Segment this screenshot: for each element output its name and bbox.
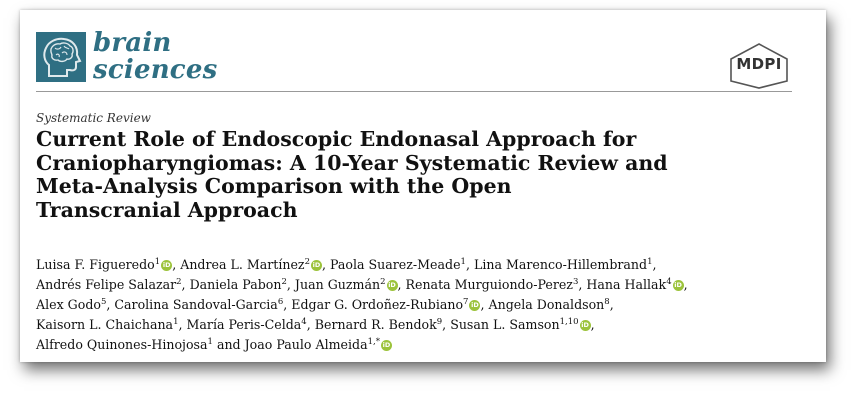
author-affiliation: 1,* <box>367 337 380 347</box>
author-name: Alex Godo <box>36 297 101 312</box>
author-affiliation: 1 <box>154 257 161 267</box>
author-affiliation: 7 <box>463 297 469 307</box>
author-name: María Peris-Celda <box>186 317 302 332</box>
separator: , <box>106 297 115 312</box>
author-name: Bernard R. Bendok <box>314 317 437 332</box>
author-affiliation: 2 <box>176 277 182 287</box>
author-name: Edgar G. Ordoñez-Rubiano <box>291 297 464 312</box>
author-name: Andrés Felipe Salazar <box>36 277 177 292</box>
author-name: Daniela Pabon <box>189 277 282 292</box>
author-name: Renata Murguiondo-Perez <box>405 277 573 292</box>
separator: , <box>465 257 474 272</box>
author-line <box>36 315 796 335</box>
author-name: Alfredo Quinones-Hinojosa <box>36 337 208 352</box>
author-affiliation: 1 <box>647 257 653 267</box>
orcid-icon[interactable]: iD <box>312 261 321 269</box>
author-name: Angela Donaldson <box>488 297 605 312</box>
journal-header <box>20 10 826 90</box>
brain-logo-icon <box>36 32 86 82</box>
separator: , <box>397 277 406 292</box>
separator: , <box>578 277 587 292</box>
mdpi-logo <box>728 42 790 90</box>
separator: , <box>181 277 190 292</box>
orcid-icon[interactable]: iD <box>162 261 171 269</box>
author-affiliation: 5 <box>100 297 107 307</box>
article-title <box>36 128 776 222</box>
author-name: Paola Suarez-Meade <box>330 257 461 272</box>
author-name: Susan L. Samson <box>450 317 560 332</box>
separator: , <box>480 297 489 312</box>
author-affiliation: 8 <box>604 297 610 307</box>
author-affiliation: 1,10 <box>559 317 579 327</box>
separator: , <box>590 317 595 332</box>
separator: and <box>212 337 245 352</box>
author-affiliation: 3 <box>572 277 579 287</box>
author-name: Carolina Sandoval-Garcia <box>114 297 278 312</box>
separator: , <box>286 277 295 292</box>
separator: , <box>306 317 315 332</box>
article-header-card <box>20 10 826 362</box>
author-affiliation: 4 <box>666 277 672 287</box>
author-affiliation: 1 <box>173 317 179 327</box>
separator: , <box>321 257 330 272</box>
author-affiliation: 9 <box>436 317 443 327</box>
author-affiliation: 2 <box>281 277 287 287</box>
separator: , <box>609 297 614 312</box>
author-affiliation: 1 <box>460 257 466 267</box>
author-affiliation: 4 <box>301 317 307 327</box>
author-line <box>36 295 796 315</box>
orcid-icon[interactable]: iD <box>388 281 396 289</box>
separator: , <box>172 257 181 272</box>
orcid-icon[interactable]: iD <box>382 341 391 349</box>
header-divider <box>36 91 792 92</box>
author-affiliation: 1 <box>207 337 213 347</box>
separator: , <box>178 317 187 332</box>
title-line: Current Role of Endoscopic Endonasal Approach for <box>36 127 637 151</box>
author-line <box>36 255 796 275</box>
title-line: Meta-Analysis Comparison with the Open <box>36 174 512 198</box>
author-affiliation: 2 <box>304 257 310 267</box>
author-name: Juan Guzmán <box>294 277 381 292</box>
author-name: Joao Paulo Almeida <box>244 337 368 352</box>
author-line <box>36 275 796 295</box>
article-type: Systematic Review <box>36 111 151 125</box>
author-name: Andrea L. Martínez <box>180 257 305 272</box>
separator: , <box>683 277 688 292</box>
separator: , <box>652 257 657 272</box>
separator: , <box>283 297 292 312</box>
mdpi-wordmark: MDPI <box>736 55 782 73</box>
author-name: Kaisorn L. Chaichana <box>36 317 174 332</box>
author-name: Lina Marenco-Hillembrand <box>473 257 648 272</box>
author-name: Luisa F. Figueredo <box>36 257 155 272</box>
journal-name <box>93 30 217 84</box>
author-line <box>36 335 796 355</box>
orcid-icon[interactable]: iD <box>674 281 682 289</box>
orcid-icon[interactable]: iD <box>581 321 589 329</box>
title-line: Transcranial Approach <box>36 197 298 222</box>
separator: , <box>442 317 451 332</box>
journal-name-line-2: sciences <box>93 55 218 85</box>
journal-name-line-1: brain <box>93 28 172 58</box>
orcid-icon[interactable]: iD <box>471 301 479 309</box>
author-affiliation: 6 <box>277 297 284 307</box>
author-list <box>36 255 796 355</box>
author-affiliation: 2 <box>380 277 386 287</box>
author-name: Hana Hallak <box>586 277 667 292</box>
title-line: Craniopharyngiomas: A 10-Year Systematic Review and <box>36 150 668 175</box>
